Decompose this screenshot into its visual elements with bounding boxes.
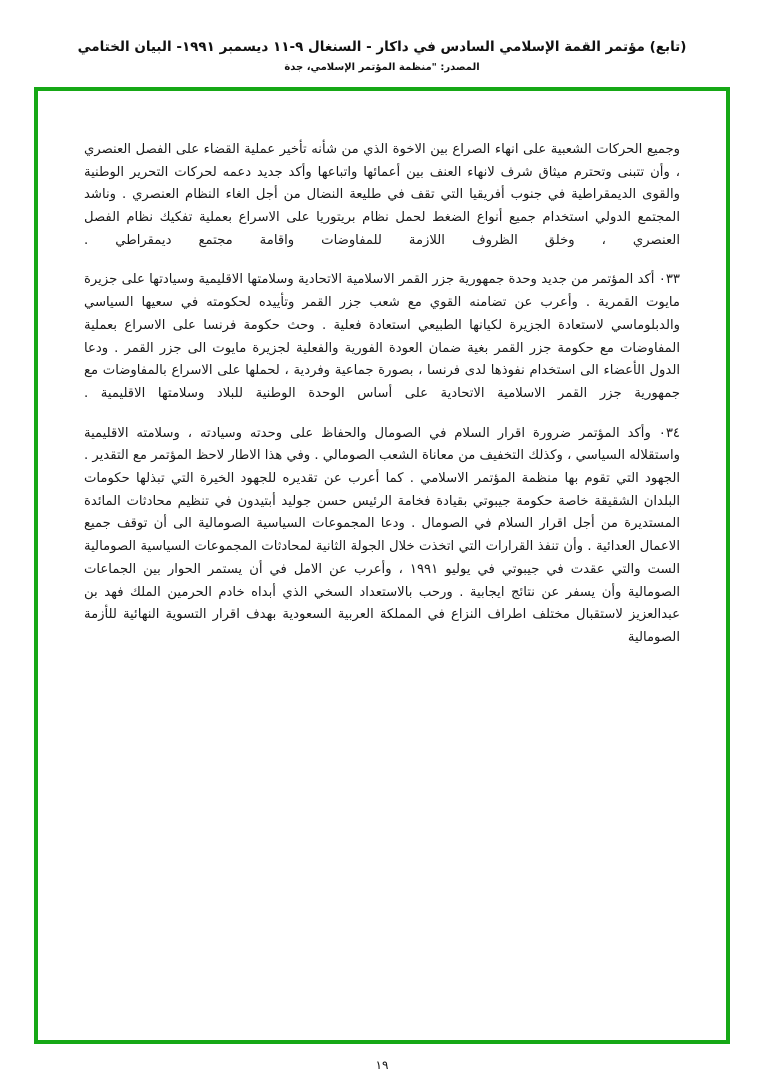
content-frame [34,87,730,1044]
page-footer [34,1058,730,1072]
header-source: المصدر: "منظمة المؤتمر الإسلامي، جدة [284,61,480,73]
page-header [34,38,730,73]
paragraph: وجميع الحركات الشعبية على انهاء الصراع بين الاخوة الذي من شأنه تأخير عملية القضاء على الفصل العنصري ، وأن تتبنى وتحترم ميثاق شرف لانهاء العنف بين أعمائها واتباعها وأكد جديد دعمه لحركات التحرير الوطنية والقوى الديمقراطية في جنوب أفريقيا التي تقف في طليعة النضال من أجل الغاء النظام العنصري . وناشد المجتمع الدولي استخدام جميع أنواع الضغط لحمل نظام بريتوريا على الاسراع بعملية تفكيك نظام الفصل العنصري ، وخلق الظروف اللازمة للمفاوضات واقامة مجتمع ديمقراطي . [84,141,680,248]
paragraph: ٠٣٤ وأكد المؤتمر ضرورة اقرار السلام في الصومال والحفاظ على وحدته وسيادته ، وسلامته الاقليمية واستقلاله السياسي ، وكذلك التخفيف من معاناة الشعب الصومالي . وفي هذا الاطار لاحظ المؤتمر مع التقدير . الجهود التي تقوم بها منظمة المؤتمر الاسلامي . كما أعرب عن تقديره للجهود الخيرة التي تبذلها حكومات البلدان الشقيقة خاصة حكومة جيبوتي بقيادة فخامة الرئيس حسن جوليد أبتيدون في تنظيم محادثات المائدة المستديرة من أجل اقرار السلام في الصومال . ودعا المجموعات السياسية الصومالية الى أن توقف جميع الاعمال العدائية . وأن تنفذ القرارات التي اتخذت خلال الجولة الثانية لمحادثات المجموعات السياسية الصومالية الست والتي عقدت في جيبوتي في يوليو ١٩٩١ ، وأعرب عن الامل في أن يستمر الحوار بين الجماعات الصومالية وأن يسفر عن نتائج ايجابية . ورحب بالاستعداد السخي الذي أبداه خادم الحرمين الملك فهد بن عبدالعزيز لاستقبال مختلف اطراف النزاع في المملكة العربية السعودية بهدف اقرار التسوية النهائية للأزمة الصومالية [84,425,680,645]
page-number: ١٩ [375,1058,389,1072]
document-body [84,139,680,650]
paragraph: ٠٣٣ أكد المؤتمر من جديد وحدة جمهورية جزر القمر الاسلامية الاتحادية وسلامتها الاقليمية وسيادتها على جزيرة مايوت القمرية . وأعرب عن تضامنه القوي مع شعب جزر القمر وتأييده لحكومته في سعيها السياسي والدبلوماسي لاستعادة الجزيرة لكيانها الطبيعي استعادة فعلية . وحث حكومة فرنسا على الاسراع بعملية المفاوضات مع حكومة جزر القمر بغية ضمان العودة الفورية والفعلية لجزيرة مايوت الى جزر القمر . ودعا الدول الأعضاء الى استخدام نفوذها لدى فرنسا ، بصورة جماعية وفردية ، لحملها على الاسراع بالمفاوضات مع جمهورية جزر القمر الاسلامية الاتحادية على أساس الوحدة الوطنية للبلاد وسلامتها الاقليمية . [84,272,680,401]
header-title: (تابع) مؤتمر القمة الإسلامي السادس في داكار - السنغال ٩-١١ ديسمبر ١٩٩١- البيان الختامي [77,39,687,55]
